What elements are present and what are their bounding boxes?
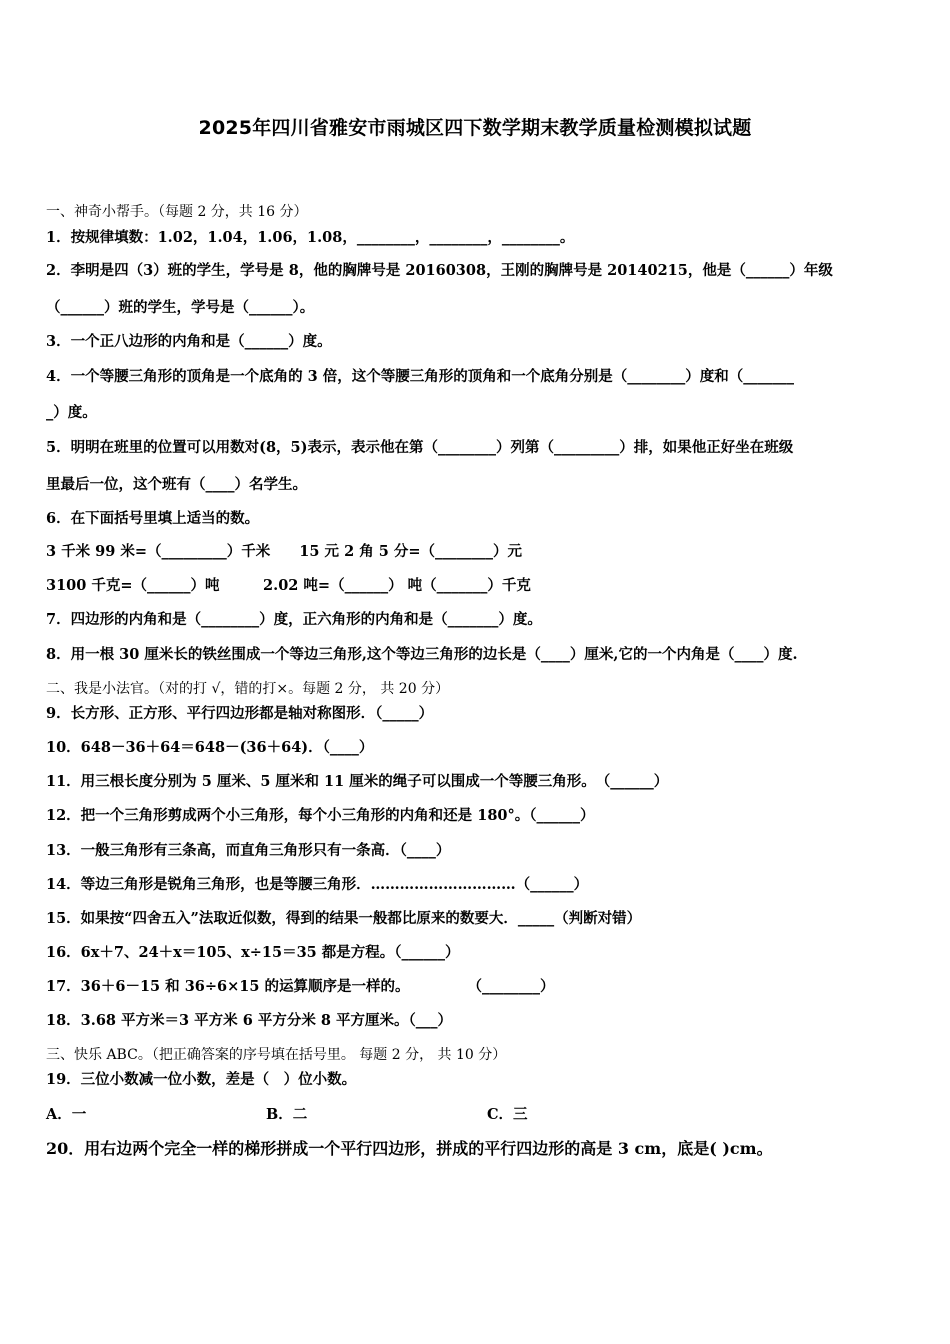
page-title: 2025年四川省雅安市雨城区四下数学期末教学质量检测模拟试题 (198, 117, 752, 139)
question-10: 10．648－36＋64＝648－(36＋64)．（____） (46, 739, 374, 756)
question-18: 18．3.68 平方米＝3 平方米 6 平方分米 8 平方厘米。（___） (46, 1012, 453, 1029)
section-2-heading: 二、我是小法官。（对的打 √，错的打×。每题 2 分， 共 20 分） (46, 681, 450, 697)
question-5-line-2: 里最后一位，这个班有（____）名学生。 (46, 476, 307, 493)
question-11: 11．用三根长度分别为 5 厘米、5 厘米和 11 厘米的绳子可以围成一个等腰三角形。 （______） (46, 773, 669, 790)
option-b: B．二 (266, 1106, 308, 1123)
question-1: 1．按规律填数：1.02，1.04，1.06，1.08，________，________，________。 (46, 229, 575, 246)
question-17: 17．36＋6－15 和 36÷6×15 的运算顺序是一样的。 （________） (46, 978, 555, 995)
question-12: 12．把一个三角形剪成两个小三角形，每个小三角形的内角和还是 180°。（______） (46, 807, 595, 824)
question-14: 14．等边三角形是锐角三角形，也是等腰三角形．…………………………（______） (46, 876, 589, 893)
question-3: 3．一个正八边形的内角和是（______）度。 (46, 333, 332, 350)
question-2-line-1: 2．李明是四（3）班的学生，学号是 8，他的胸牌号是 20160308，王刚的胸牌号是 20140215，他是（______）年级 (46, 262, 833, 279)
question-4-line-2: _）度。 (46, 404, 97, 421)
option-c: C．三 (487, 1106, 528, 1123)
question-6-row-2: 3100 千克=（______）吨 2.02 吨=（______） 吨（_______）千克 (46, 577, 531, 594)
question-7: 7．四边形的内角和是（________）度，正六角形的内角和是（_______）度。 (46, 611, 542, 628)
section-3-heading: 三、快乐 ABC。（把正确答案的序号填在括号里。 每题 2 分， 共 10 分） (46, 1047, 507, 1063)
question-9: 9．长方形、正方形、平行四边形都是轴对称图形．（_____） (46, 705, 434, 722)
question-19: 19．三位小数减一位小数，差是（ ）位小数。 (46, 1071, 357, 1088)
question-2-line-2: （______）班的学生，学号是（______）。 (46, 299, 315, 316)
question-16: 16．6x＋7、24＋x＝105、x÷15＝35 都是方程。（______） (46, 944, 460, 961)
option-a: A．一 (46, 1106, 87, 1123)
question-4-line-1: 4．一个等腰三角形的顶角是一个底角的 3 倍，这个等腰三角形的顶角和一个底角分别是（________）度和（_______ (46, 368, 795, 385)
question-20: 20．用右边两个完全一样的梯形拼成一个平行四边形，拼成的平行四边形的高是 3 cm，底是( )cm。 (46, 1139, 773, 1158)
question-6-row-1: 3 千米 99 米=（_________）千米 15 元 2 角 5 分=（________）元 (46, 543, 523, 560)
question-5-line-1: 5．明明在班里的位置可以用数对(8，5)表示，表示他在第（________）列第（_________）排，如果他正好坐在班级 (46, 439, 794, 456)
question-8: 8．用一根 30 厘米长的铁丝围成一个等边三角形,这个等边三角形的边长是（____）厘米,它的一个内角是（____）度. (46, 646, 798, 663)
question-6: 6．在下面括号里填上适当的数。 (46, 510, 260, 527)
question-15: 15．如果按“四舍五入”法取近似数，得到的结果一般都比原来的数要大．_____（判断对错） (46, 910, 642, 927)
section-1-heading: 一、神奇小帮手。（每题 2 分，共 16 分） (46, 204, 308, 220)
question-13: 13．一般三角形有三条高，而直角三角形只有一条高．（____） (46, 842, 451, 859)
